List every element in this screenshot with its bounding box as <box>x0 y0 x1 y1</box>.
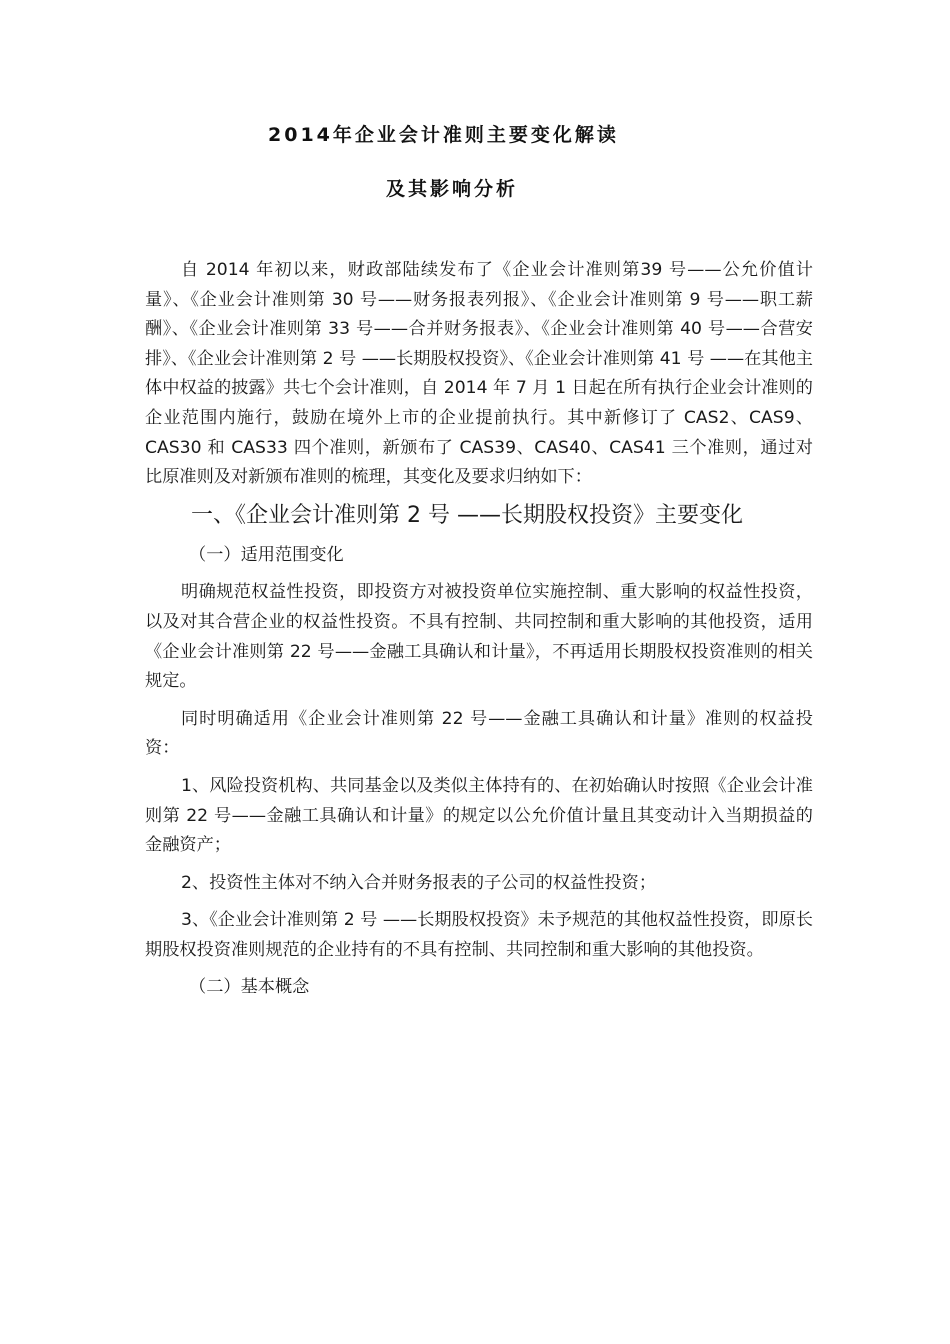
subsection-2-heading: （二）基本概念 <box>189 977 310 998</box>
document-body <box>145 256 813 1005</box>
document-title-line-1: 2014年企业会计准则主要变化解读 <box>268 124 619 146</box>
section-1-heading: 一、《企业会计准则第 2 号 ——长期股权投资》主要变化 <box>191 502 743 528</box>
intro-paragraph: 自 2014 年初以来，财政部陆续发布了《企业会计准则第39 号——公允价值计量》、《企业会计准则第 30 号——财务报表列报》、《企业会计准则第 9 号——职工薪酬》、《企业会计准则第 33 号——合并财务报表》、《企业会计准则第 40 号——合营安排》、《企业会计准则第 2 号 ——长期股权投资》、《企业会计准则第 41 号 ——在其他主体中权益的披露》共七个会计准则，自 2014 年 7 月 1 日起在所有执行企业会计准则的企业范围内施行，鼓励在境外上市的企业提前执行。其中新修订了 CAS2、CAS9、CAS30 和 CAS33 四个准则，新颁布了 CAS39、CAS40、CAS41 三个准则，通过对比原准则及对新颁布准则的梳理，其变化及要求归纳如下： <box>145 260 813 488</box>
list-item-2: 2、投资性主体对不纳入合并财务报表的子公司的权益性投资； <box>181 872 657 893</box>
list-item-1: 1、风险投资机构、共同基金以及类似主体持有的、在初始确认时按照《企业会计准则第 22 号——金融工具确认和计量》的规定以公允价值计量且其变动计入当期损益的金融资产； <box>145 775 813 856</box>
scope-paragraph: 明确规范权益性投资，即投资方对被投资单位实施控制、重大影响的权益性投资，以及对其合营企业的权益性投资。不具有控制、共同控制和重大影响的其他投资，适用《企业会计准则第 22 号——金融工具确认和计量》，不再适用长期股权投资准则的相关规定。 <box>145 582 813 692</box>
subsection-1-heading: （一）适用范围变化 <box>189 544 344 565</box>
list-item-3: 3、《企业会计准则第 2 号 ——长期股权投资》未予规范的其他权益性投资，即原长期股权投资准则规范的企业持有的不具有控制、共同控制和重大影响的其他投资。 <box>145 910 813 960</box>
document-title-line-2: 及其影响分析 <box>386 178 519 200</box>
equity-investment-paragraph: 同时明确适用《企业会计准则第 22 号——金融工具确认和计量》准则的权益投资： <box>145 708 813 759</box>
